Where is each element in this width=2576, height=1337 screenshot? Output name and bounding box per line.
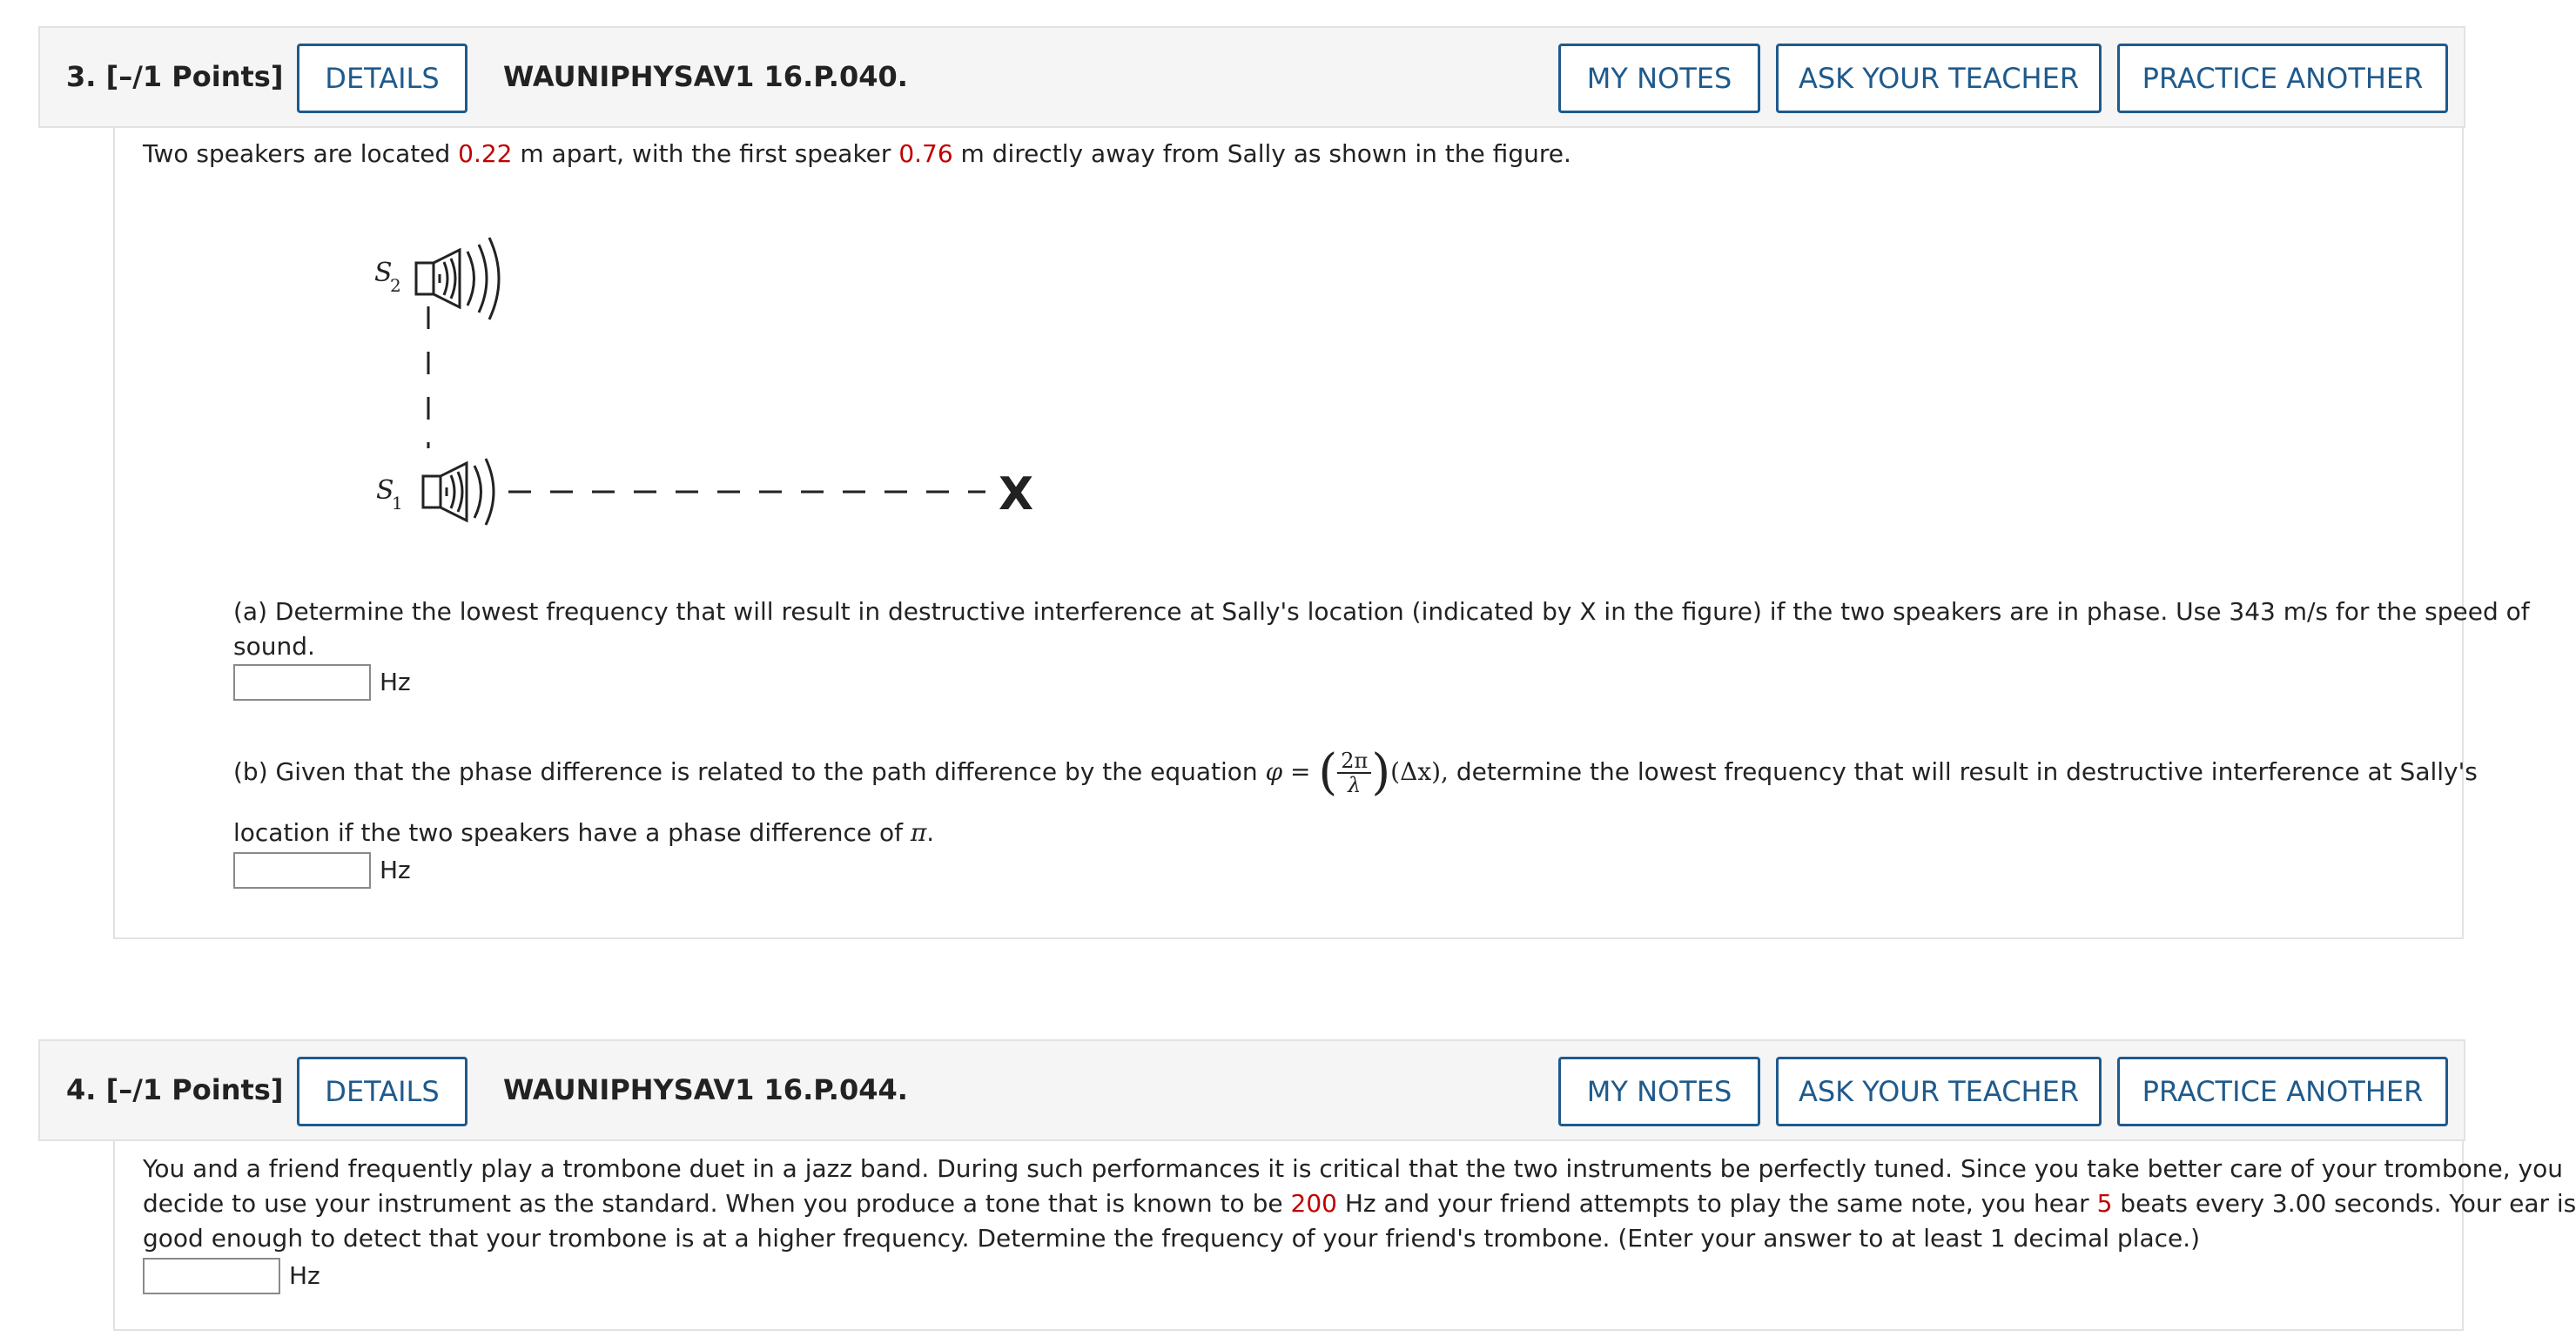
s1-subscript: 1: [392, 493, 403, 514]
q4-number-points: [66, 1041, 283, 1139]
q3-part-b-answer-row: [233, 852, 477, 890]
q4-frequency-value: 200: [1290, 1189, 1337, 1218]
s2-subscript: 2: [390, 275, 401, 296]
q3-part-b-text-1: (b) Given that the phase difference is related to the path difference by the equation: [233, 757, 1266, 786]
q3-part-a-line1: (a) Determine the lowest frequency that will result in destructive interference at Sally's location (indicated by X in the figure) if the two speakers are in phase. Use 343 m/s for the speed of: [233, 597, 2530, 626]
q4-text-line3: good enough to detect that your trombone is at a higher frequency. Determine the frequency of your friend's trombone. (Enter your answer to at least 1 decimal place.): [143, 1224, 2201, 1253]
left-paren: (: [1318, 744, 1338, 801]
q3-part-a-unit: Hz: [380, 668, 411, 696]
q3-part-b-line2: [233, 816, 934, 850]
q3-part-b-line2-text: location if the two speakers have a phase difference of: [233, 818, 911, 847]
frac-denominator: λ: [1348, 773, 1362, 797]
q4-text-line1: You and a friend frequently play a trombone duet in a jazz band. During such performances it is critical that the two instruments be perfectly tuned. Since you take better care of your trombone, you: [143, 1154, 2563, 1183]
q3-details-button[interactable]: DETAILS: [297, 44, 467, 113]
speaker-figure: [254, 224, 1034, 589]
q3-number-points: [66, 28, 283, 126]
q4-number: 4.: [66, 1073, 97, 1106]
q3-part-b-answer-input[interactable]: [233, 852, 371, 889]
q4-ask-teacher-button[interactable]: ASK YOUR TEACHER: [1776, 1057, 2102, 1126]
q3-intro-text-1: Two speakers are located: [143, 139, 459, 168]
equals-sign: =: [1282, 757, 1319, 786]
q4-practice-another-button[interactable]: PRACTICE ANOTHER: [2117, 1057, 2448, 1126]
q4-points: [–/1 Points]: [105, 1073, 284, 1106]
q3-body: [113, 128, 2530, 939]
speaker-s1-icon: [423, 459, 494, 525]
q3-ask-teacher-button[interactable]: ASK YOUR TEACHER: [1776, 44, 2102, 113]
q4-text-line2-b: Hz and your friend attempts to play the same note, you hear: [1336, 1189, 2097, 1218]
q3-part-b-line2-end: .: [926, 818, 935, 847]
q4-details-button[interactable]: DETAILS: [297, 1057, 467, 1126]
q3-code: WAUNIPHYSAV1 16.P.040.: [503, 60, 908, 93]
q3-part-b-unit: Hz: [380, 856, 411, 884]
s1-label: S: [376, 475, 394, 506]
phi-symbol: φ: [1265, 757, 1283, 786]
sally-location-x: X: [999, 468, 1034, 521]
q3-part-a-answer-row: [233, 664, 477, 702]
q3-intro-text-2: m apart, with the first speaker: [512, 139, 899, 168]
frac-numerator: 2π: [1337, 749, 1371, 774]
q4-unit: Hz: [289, 1261, 320, 1290]
q3-separation-value: 0.22: [458, 139, 513, 168]
s2-label: S: [374, 258, 393, 288]
q4-code: WAUNIPHYSAV1 16.P.044.: [503, 1073, 908, 1106]
two-pi-over-lambda: [1337, 749, 1371, 796]
q3-header: [38, 26, 2465, 128]
q3-part-b-line1: [233, 737, 2478, 807]
q4-text-line2-a: decide to use your instrument as the standard. When you produce a tone that is known to be: [143, 1189, 1291, 1218]
pi-symbol: π: [910, 818, 927, 847]
right-paren: ): [1371, 744, 1391, 801]
q3-intro: [143, 137, 1571, 171]
q3-practice-another-button[interactable]: PRACTICE ANOTHER: [2117, 44, 2448, 113]
q3-intro-text-3: m directly away from Sally as shown in the figure.: [952, 139, 1571, 168]
q3-part-b-text-2: determine the lowest frequency that will result in destructive interference at Sally's: [1448, 757, 2478, 786]
q4-text-line2: [143, 1186, 2576, 1221]
q3-part-a-line2: sound.: [233, 632, 315, 661]
q4-text-line2-c: beats every 3.00 seconds. Your ear is: [2112, 1189, 2576, 1218]
q4-my-notes-button[interactable]: MY NOTES: [1558, 1057, 1760, 1126]
q3-points: [–/1 Points]: [105, 60, 284, 93]
q4-beats-value: 5: [2096, 1189, 2113, 1218]
q4-answer-input[interactable]: [143, 1258, 280, 1294]
q3-part-a-answer-input[interactable]: [233, 664, 371, 701]
q4-body: [113, 1141, 2576, 1331]
q3-distance-value: 0.76: [898, 139, 953, 168]
q3-my-notes-button[interactable]: MY NOTES: [1558, 44, 1760, 113]
delta-x: (Δx),: [1390, 757, 1449, 786]
q4-header: [38, 1039, 2465, 1141]
q3-number: 3.: [66, 60, 97, 93]
q4-answer-row: [143, 1258, 387, 1296]
